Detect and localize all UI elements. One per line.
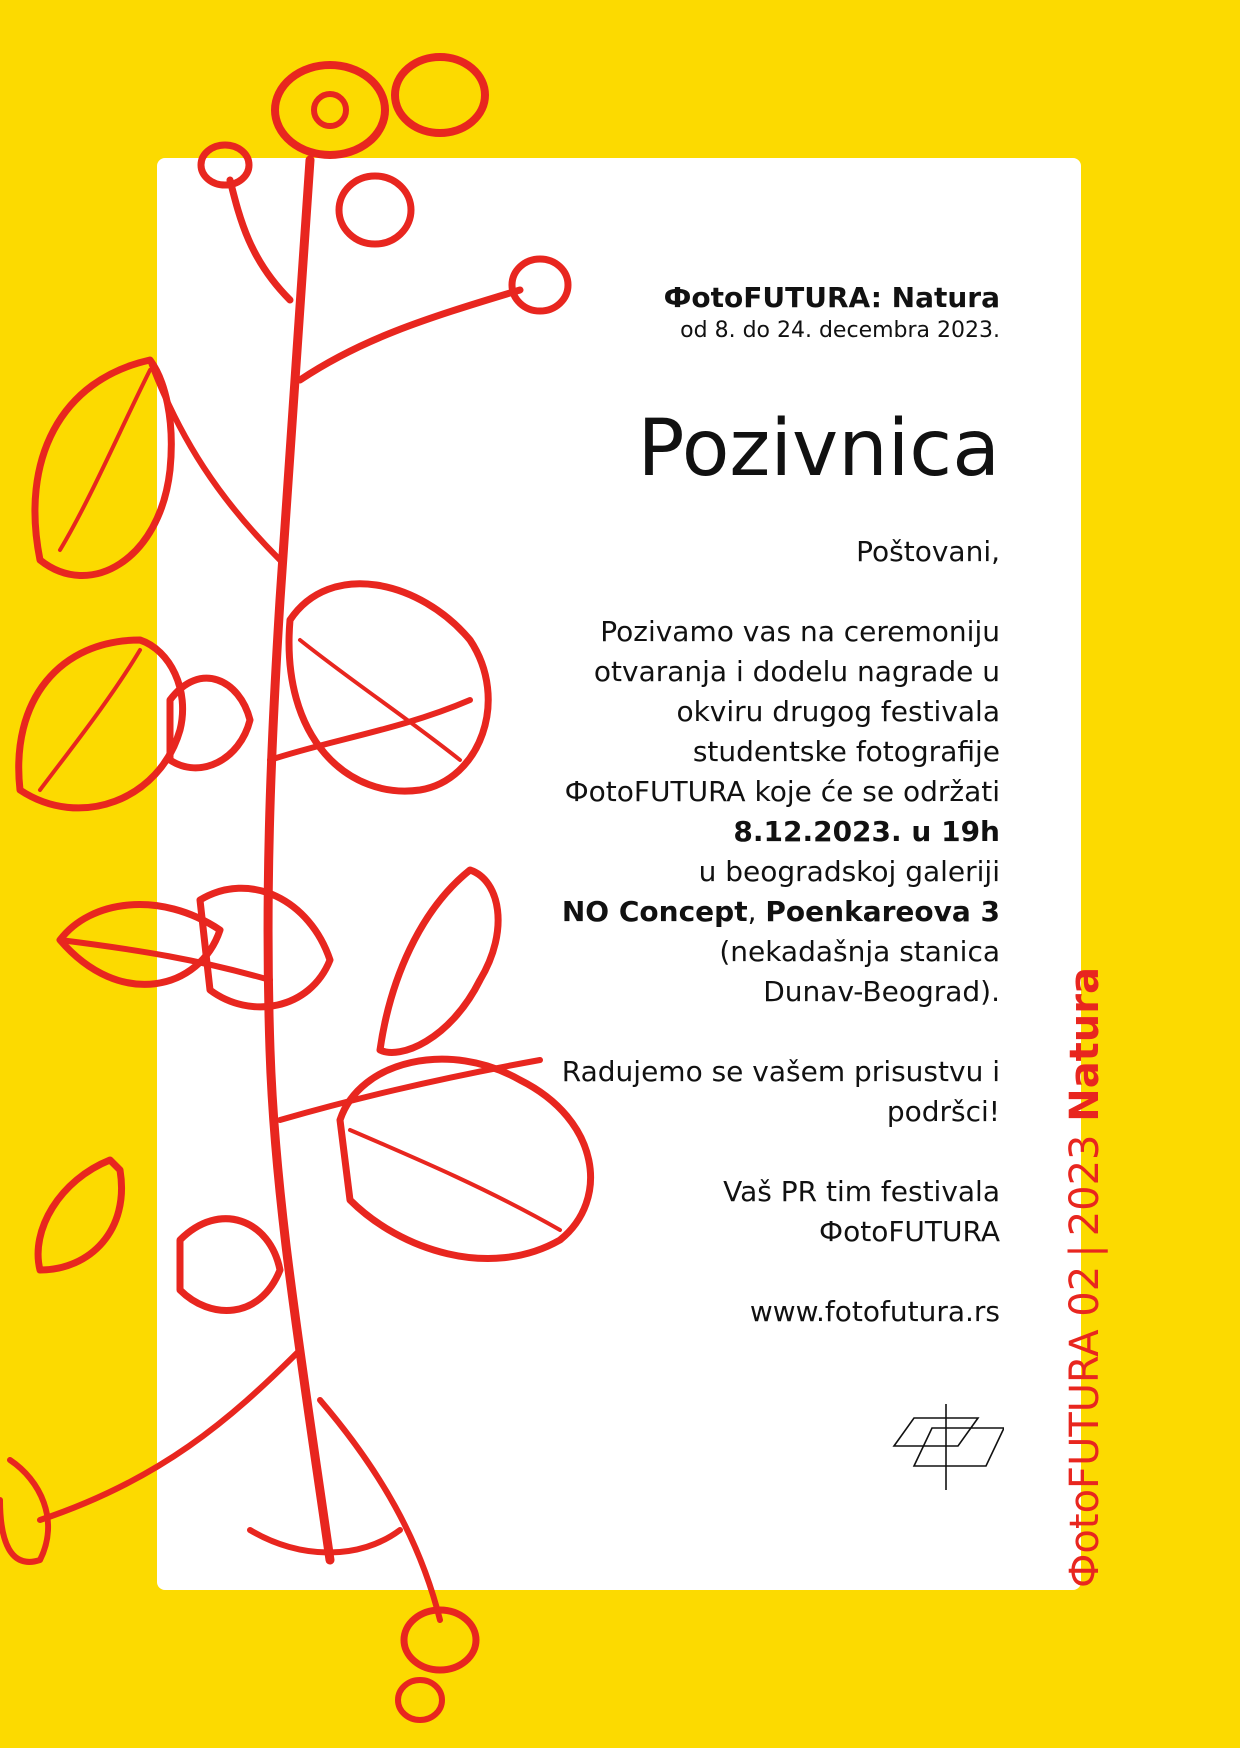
invitation-body — [480, 612, 1000, 1252]
invitation-line: ФotoFUTURA koje će se održati — [564, 775, 1000, 808]
event-dates: od 8. do 24. decembra 2023. — [680, 318, 1000, 343]
fotofutura-logo — [888, 1404, 1004, 1490]
venue-note-line: Dunav-Beograd). — [763, 975, 1000, 1008]
venue-note-line: (nekadašnja stanica — [719, 935, 1000, 968]
signature-line: ФotoFUTURA — [818, 1215, 1000, 1248]
brand-edition: 02 — [1062, 1265, 1108, 1317]
event-datetime: 8.12.2023. u 19h — [733, 815, 1000, 848]
brand-name: FUTURA — [1062, 1329, 1108, 1489]
brand-separator: | — [1062, 1244, 1108, 1258]
venue-name: NO Concept — [561, 895, 748, 928]
closing-line: podršci! — [886, 1095, 1000, 1128]
event-title: ФotoFUTURA: Natura — [663, 281, 1000, 314]
brand-year: 2023 — [1062, 1134, 1108, 1237]
brand-prefix: Фoto — [1062, 1488, 1108, 1588]
vertical-brand — [1062, 958, 1108, 1588]
invitation-line: studentske fotografije — [692, 735, 1000, 768]
brand-theme: Natura — [1062, 966, 1108, 1122]
venue-address: Poenkareova 3 — [765, 895, 1000, 928]
page-title: Pozivnica — [637, 404, 1000, 494]
venue-line — [480, 892, 1000, 932]
gallery-intro: u beogradskoj galeriji — [698, 855, 1000, 888]
greeting: Poštovani, — [856, 535, 1000, 568]
venue-separator: , — [747, 895, 766, 928]
invitation-line: Pozivamo vas na ceremoniju — [600, 615, 1000, 648]
invitation-line: okviru drugog festivala — [676, 695, 1000, 728]
website-link[interactable]: www.fotofutura.rs — [749, 1295, 1000, 1328]
signature-line: Vaš PR tim festivala — [723, 1175, 1000, 1208]
invitation-text — [480, 280, 1000, 1332]
closing-line: Radujemo se vašem prisustvu i — [561, 1055, 1000, 1088]
invitation-line: otvaranja i dodelu nagrade u — [593, 655, 1000, 688]
